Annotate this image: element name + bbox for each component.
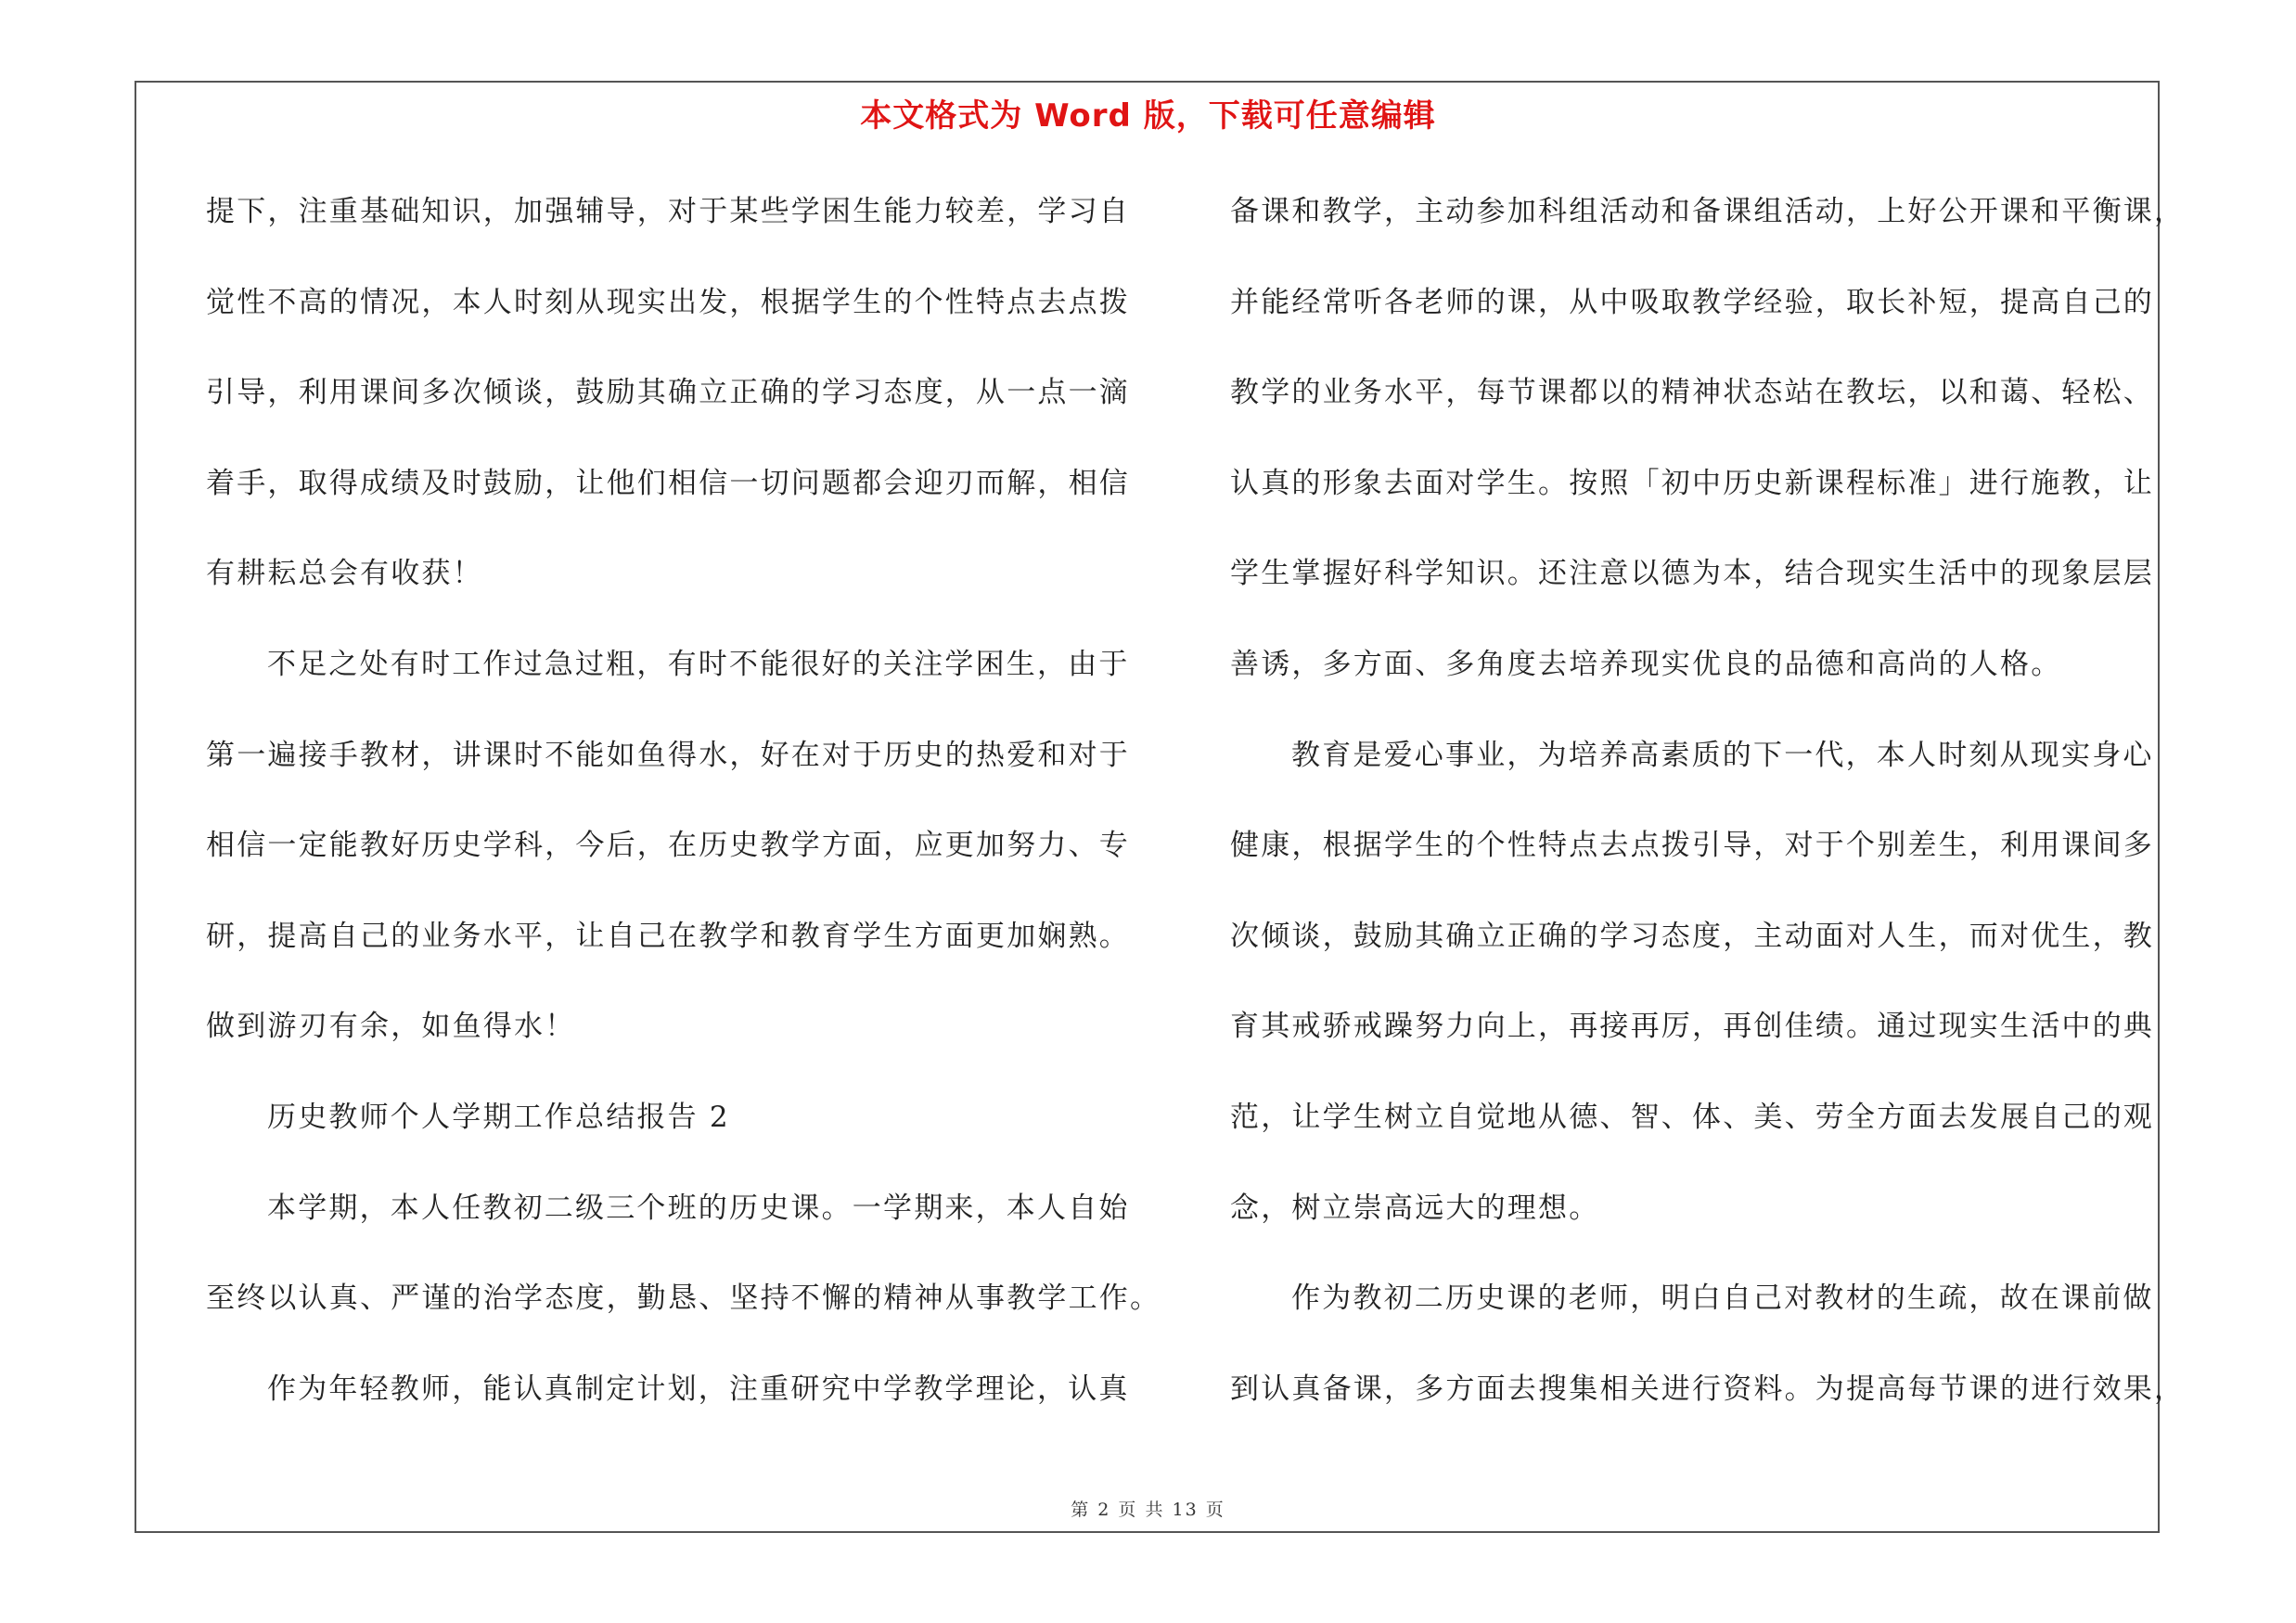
text-line: 念，树立崇高远大的理想。 [1230,1191,1600,1225]
text-line: 觉性不高的情况，本人时刻从现实出发，根据学生的个性特点去点拨 [206,285,1130,319]
paragraph-start-line: 作为年轻教师，能认真制定计划，注重研究中学教学理论，认真 [267,1372,1130,1406]
text-line: 到认真备课，多方面去搜集相关进行资料。为提高每节课的进行效果， [1230,1372,2186,1406]
page-number-footer: 第 2 页 共 13 页 [1071,1500,1225,1520]
text-line: 相信一定能教好历史学科，今后，在历史教学方面，应更加努力、专 [206,829,1130,863]
text-line: 第一遍接手教材，讲课时不能如鱼得水，好在对于历史的热爱和对于 [206,738,1130,772]
text-line: 着手，取得成绩及时鼓励，让他们相信一切问题都会迎刃而解，相信 [206,466,1130,500]
text-line: 健康，根据学生的个性特点去点拨引导，对于个别差生，利用课间多 [1230,829,2154,863]
left-text-column [206,178,1161,1446]
section-title-line: 历史教师个人学期工作总结报告 2 [267,1100,730,1134]
text-line: 至终以认真、严谨的治学态度，勤恳、坚持不懈的精神从事教学工作。 [206,1282,1161,1316]
paragraph-start-line: 作为教初二历史课的老师，明白自己对教材的生疏，故在课前做 [1291,1282,2154,1316]
text-line: 备课和教学，主动参加科组活动和备课组活动，上好公开课和平衡课， [1230,195,2186,228]
word-format-banner: 本文格式为 Word 版，下载可任意编辑 [860,97,1436,135]
paragraph-start-line: 不足之处有时工作过急过粗，有时不能很好的关注学困生，由于 [267,647,1130,681]
paragraph-start-line: 本学期，本人任教初二级三个班的历史课。一学期来，本人自始 [267,1191,1130,1225]
paragraph-start-line: 教育是爱心事业，为培养高素质的下一代，本人时刻从现实身心 [1291,738,2154,772]
text-line: 善诱，多方面、多角度去培养现实优良的品德和高尚的人格。 [1230,647,2062,681]
text-line: 学生掌握好科学知识。还注意以德为本，结合现实生活中的现象层层 [1230,557,2154,591]
text-line: 教学的业务水平，每节课都以的精神状态站在教坛，以和蔼、轻松、 [1230,376,2154,410]
text-line: 研，提高自己的业务水平，让自己在教学和教育学生方面更加娴熟。 [206,919,1130,953]
text-line: 引导，利用课间多次倾谈，鼓励其确立正确的学习态度，从一点一滴 [206,376,1130,410]
right-text-column [1230,178,2186,1446]
text-line: 认真的形象去面对学生。按照「初中历史新课程标准」进行施教，让 [1230,466,2154,500]
text-line: 提下，注重基础知识，加强辅导，对于某些学困生能力较差，学习自 [206,195,1130,228]
text-line: 做到游刃有余，如鱼得水！ [206,1010,576,1044]
text-line: 有耕耘总会有收获！ [206,557,483,591]
text-line: 并能经常听各老师的课，从中吸取教学经验，取长补短，提高自己的 [1230,285,2154,319]
text-line: 育其戒骄戒躁努力向上，再接再厉，再创佳绩。通过现实生活中的典 [1230,1010,2154,1044]
text-line: 次倾谈，鼓励其确立正确的学习态度，主动面对人生，而对优生，教 [1230,919,2154,953]
text-line: 范，让学生树立自觉地从德、智、体、美、劳全方面去发展自己的观 [1230,1100,2154,1134]
